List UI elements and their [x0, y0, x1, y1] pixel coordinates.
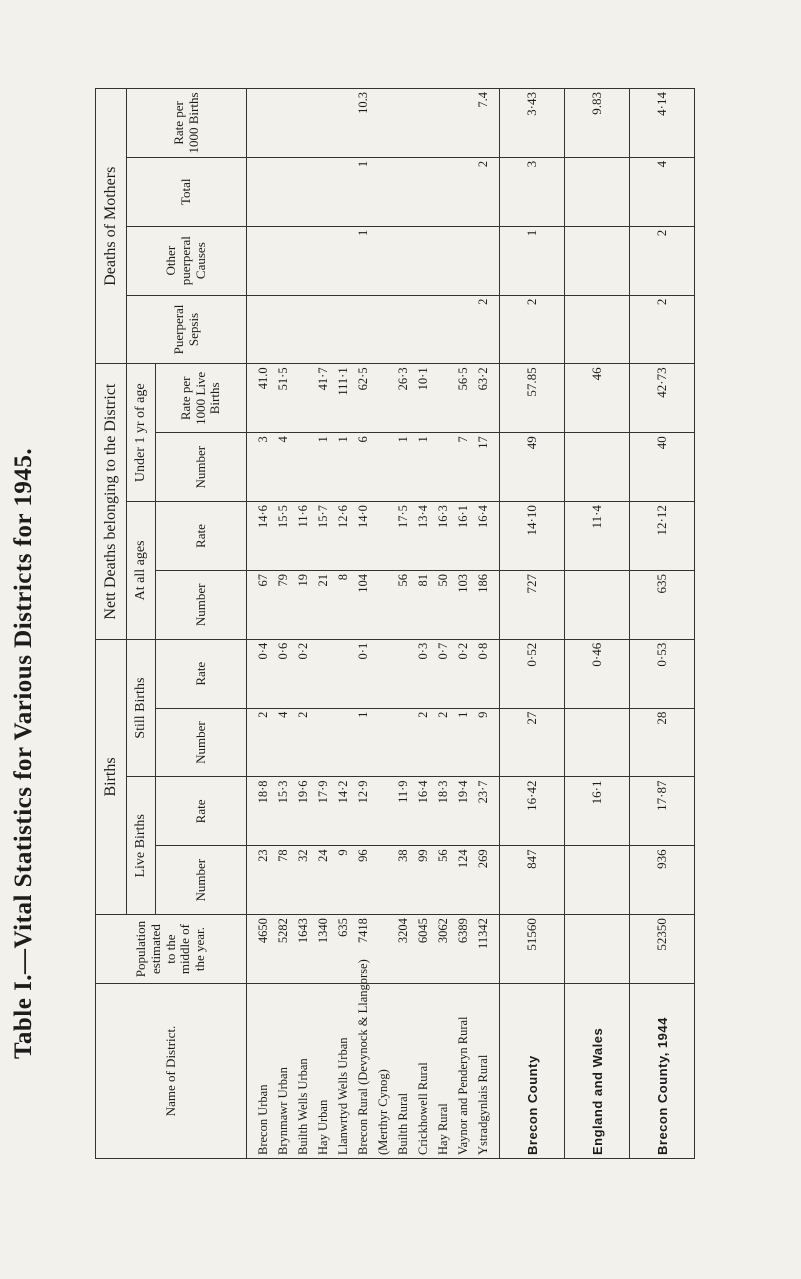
- cell-m-sepsis: [293, 295, 313, 364]
- cell-m-sepsis: 2: [473, 295, 500, 364]
- cell-sb-num: 9: [473, 708, 500, 777]
- cell-population: 4650: [247, 915, 274, 984]
- cell-m-sepsis: [373, 295, 393, 364]
- cell-name: Brecon County: [500, 984, 565, 1159]
- cell-m-total: [333, 157, 353, 226]
- cell-m-other: [433, 226, 453, 295]
- cell-d-num: 50: [433, 570, 453, 639]
- cell-sb-rate: 0·52: [500, 639, 565, 708]
- cell-m-total: [413, 157, 433, 226]
- total-row: [500, 20, 565, 1159]
- cell-m-rate: [313, 89, 333, 158]
- cell-m-other: [247, 226, 274, 295]
- cell-m-total: [273, 157, 293, 226]
- cell-sb-num: 1: [453, 708, 473, 777]
- col-still-births-rate: Rate: [156, 639, 247, 708]
- cell-m-sepsis: [273, 295, 293, 364]
- cell-u1-num: 3: [247, 433, 274, 502]
- cell-sb-rate: [333, 639, 353, 708]
- cell-lb-rate: 23·7: [473, 777, 500, 846]
- cell-d-num: 81: [413, 570, 433, 639]
- cell-m-sepsis: 2: [630, 295, 695, 364]
- cell-m-other: [413, 226, 433, 295]
- cell-sb-rate: [393, 639, 413, 708]
- cell-u1-rate: [433, 364, 453, 433]
- cell-m-sepsis: 2: [500, 295, 565, 364]
- cell-lb-num: 124: [453, 846, 473, 915]
- cell-u1-num: 4: [273, 433, 293, 502]
- cell-m-other: [333, 226, 353, 295]
- cell-population: 1340: [313, 915, 333, 984]
- cell-m-total: [453, 157, 473, 226]
- cell-u1-num: [565, 433, 630, 502]
- cell-sb-rate: 0·3: [413, 639, 433, 708]
- cell-name: Llanwrtyd Wells Urban: [333, 984, 353, 1159]
- cell-population: [565, 915, 630, 984]
- total-rows: [500, 20, 695, 1159]
- cell-d-rate: 12·6: [333, 502, 353, 571]
- cell-lb-rate: 14·2: [333, 777, 353, 846]
- cell-lb-num: 99: [413, 846, 433, 915]
- col-mothers-total: Total: [127, 157, 247, 226]
- cell-m-other: 2: [630, 226, 695, 295]
- cell-d-num: 67: [247, 570, 274, 639]
- cell-m-rate: [373, 89, 393, 158]
- cell-m-sepsis: [333, 295, 353, 364]
- subgroup-still-births: Still Births: [127, 639, 156, 777]
- cell-d-num: 19: [293, 570, 313, 639]
- cell-name: Vaynor and Penderyn Rural: [453, 984, 473, 1159]
- col-puerperal-sepsis: Puerperal Sepsis: [127, 295, 247, 364]
- cell-lb-rate: 17·9: [313, 777, 333, 846]
- cell-m-other: [293, 226, 313, 295]
- district-rows: [247, 20, 500, 1159]
- cell-d-num: 8: [333, 570, 353, 639]
- cell-m-total: 4: [630, 157, 695, 226]
- cell-sb-rate: 0·8: [473, 639, 500, 708]
- cell-m-rate: 7.4: [473, 89, 500, 158]
- cell-lb-rate: 19·6: [293, 777, 313, 846]
- cell-d-rate: 11·6: [293, 502, 313, 571]
- cell-d-num: 635: [630, 570, 695, 639]
- cell-u1-rate: 63·2: [473, 364, 500, 433]
- col-name-of-district: Name of District.: [96, 984, 247, 1159]
- cell-population: 6045: [413, 915, 433, 984]
- total-row: [565, 20, 630, 1159]
- cell-m-rate: 4·14: [630, 89, 695, 158]
- col-population: Population estimated to the middle of the year.: [96, 915, 247, 984]
- cell-u1-rate: [293, 364, 313, 433]
- cell-m-other: 1: [500, 226, 565, 295]
- cell-u1-rate: 56·5: [453, 364, 473, 433]
- cell-sb-num: [393, 708, 413, 777]
- cell-m-sepsis: [247, 295, 274, 364]
- col-deaths-number: Number: [156, 570, 247, 639]
- cell-m-rate: [433, 89, 453, 158]
- cell-u1-num: [293, 433, 313, 502]
- cell-u1-rate: 41.0: [247, 364, 274, 433]
- cell-sb-rate: 0·6: [273, 639, 293, 708]
- cell-u1-num: 7: [453, 433, 473, 502]
- cell-m-total: 1: [353, 157, 373, 226]
- cell-u1-num: 1: [313, 433, 333, 502]
- cell-sb-rate: 0·1: [353, 639, 373, 708]
- cell-u1-num: 1: [413, 433, 433, 502]
- cell-lb-rate: [373, 777, 393, 846]
- cell-m-total: [393, 157, 413, 226]
- district-row: [393, 20, 413, 1159]
- group-births: Births: [96, 639, 127, 914]
- cell-u1-rate: 41·7: [313, 364, 333, 433]
- cell-population: 6389: [453, 915, 473, 984]
- cell-lb-num: 56: [433, 846, 453, 915]
- district-row: [453, 20, 473, 1159]
- district-row: [313, 20, 333, 1159]
- cell-d-rate: 16·1: [453, 502, 473, 571]
- cell-population: 635: [333, 915, 353, 984]
- cell-d-rate: 14·6: [247, 502, 274, 571]
- cell-sb-num: [313, 708, 333, 777]
- district-row: [413, 20, 433, 1159]
- total-row: [630, 20, 695, 1159]
- cell-lb-num: 38: [393, 846, 413, 915]
- cell-u1-num: 17: [473, 433, 500, 502]
- cell-d-num: 79: [273, 570, 293, 639]
- group-deaths-of-mothers: Deaths of Mothers: [96, 89, 127, 364]
- cell-population: 5282: [273, 915, 293, 984]
- cell-u1-rate: [373, 364, 393, 433]
- cell-d-num: 186: [473, 570, 500, 639]
- cell-lb-num: 24: [313, 846, 333, 915]
- cell-sb-num: 28: [630, 708, 695, 777]
- cell-sb-num: 2: [293, 708, 313, 777]
- col-infant-deaths-number: Number: [156, 433, 247, 502]
- cell-m-rate: [247, 89, 274, 158]
- cell-d-rate: 14·0: [353, 502, 373, 571]
- cell-u1-rate: 10·1: [413, 364, 433, 433]
- cell-lb-rate: 11·9: [393, 777, 413, 846]
- cell-lb-rate: 16·42: [500, 777, 565, 846]
- cell-m-total: [313, 157, 333, 226]
- cell-d-num: 104: [353, 570, 373, 639]
- cell-m-other: [565, 226, 630, 295]
- cell-lb-num: 936: [630, 846, 695, 915]
- cell-m-sepsis: [453, 295, 473, 364]
- cell-population: 3204: [393, 915, 413, 984]
- cell-m-rate: [293, 89, 313, 158]
- cell-sb-rate: [313, 639, 333, 708]
- cell-d-rate: 16·3: [433, 502, 453, 571]
- cell-lb-rate: 15·3: [273, 777, 293, 846]
- cell-sb-num: 27: [500, 708, 565, 777]
- district-row: [353, 20, 373, 1159]
- cell-u1-num: 1: [333, 433, 353, 502]
- cell-population: 1643: [293, 915, 313, 984]
- cell-u1-rate: 111·1: [333, 364, 353, 433]
- district-row: [333, 20, 353, 1159]
- col-other-puerperal-causes: Other puerperal Causes: [127, 226, 247, 295]
- col-infant-deaths-rate: Rate per 1000 Live Births: [156, 364, 247, 433]
- cell-m-rate: [453, 89, 473, 158]
- cell-sb-num: 2: [247, 708, 274, 777]
- cell-d-rate: 15·7: [313, 502, 333, 571]
- cell-lb-num: 847: [500, 846, 565, 915]
- cell-d-rate: 11·4: [565, 502, 630, 571]
- cell-name: Hay Urban: [313, 984, 333, 1159]
- district-row: [373, 20, 393, 1159]
- cell-name: (Merthyr Cynog): [373, 984, 393, 1159]
- district-row: [293, 20, 313, 1159]
- cell-m-other: [373, 226, 393, 295]
- cell-lb-rate: 19·4: [453, 777, 473, 846]
- cell-m-rate: [413, 89, 433, 158]
- cell-population: 11342: [473, 915, 500, 984]
- cell-u1-rate: 42·73: [630, 364, 695, 433]
- cell-lb-rate: 18·8: [247, 777, 274, 846]
- cell-m-other: [313, 226, 333, 295]
- cell-name: Brynmawr Urban: [273, 984, 293, 1159]
- cell-population: 52350: [630, 915, 695, 984]
- col-deaths-rate: Rate: [156, 502, 247, 571]
- cell-m-sepsis: [313, 295, 333, 364]
- cell-u1-rate: 51·5: [273, 364, 293, 433]
- cell-u1-num: [373, 433, 393, 502]
- cell-m-sepsis: [393, 295, 413, 364]
- cell-d-rate: 15·5: [273, 502, 293, 571]
- cell-m-total: 3: [500, 157, 565, 226]
- cell-sb-rate: 0·7: [433, 639, 453, 708]
- cell-lb-num: 32: [293, 846, 313, 915]
- cell-d-rate: 12·12: [630, 502, 695, 571]
- cell-u1-rate: 62·5: [353, 364, 373, 433]
- cell-d-rate: 13·4: [413, 502, 433, 571]
- cell-lb-rate: 12·9: [353, 777, 373, 846]
- cell-sb-num: [333, 708, 353, 777]
- cell-m-rate: [273, 89, 293, 158]
- cell-population: 51560: [500, 915, 565, 984]
- cell-name: Hay Rural: [433, 984, 453, 1159]
- subgroup-under-1: Under 1 yr of age: [127, 364, 156, 502]
- col-live-births-rate: Rate: [156, 777, 247, 846]
- cell-u1-num: 6: [353, 433, 373, 502]
- cell-name: Brecon County, 1944: [630, 984, 695, 1159]
- cell-name: Builth Rural: [393, 984, 413, 1159]
- cell-sb-rate: [373, 639, 393, 708]
- cell-m-other: [393, 226, 413, 295]
- cell-sb-rate: 0·4: [247, 639, 274, 708]
- col-still-births-number: Number: [156, 708, 247, 777]
- cell-lb-num: [565, 846, 630, 915]
- cell-lb-num: 9: [333, 846, 353, 915]
- cell-d-num: 21: [313, 570, 333, 639]
- table-header: [96, 20, 247, 1159]
- cell-u1-rate: 57.85: [500, 364, 565, 433]
- cell-sb-rate: 0·2: [453, 639, 473, 708]
- cell-u1-num: [433, 433, 453, 502]
- cell-m-total: [247, 157, 274, 226]
- table-caption: Table I.—Vital Statistics for Various Districts for 1945.: [10, 447, 37, 1059]
- cell-sb-rate: 0·46: [565, 639, 630, 708]
- cell-name: Crickhowell Rural: [413, 984, 433, 1159]
- cell-population: [373, 915, 393, 984]
- cell-m-sepsis: [565, 295, 630, 364]
- cell-sb-num: 4: [273, 708, 293, 777]
- col-live-births-number: Number: [156, 846, 247, 915]
- district-row: [433, 20, 453, 1159]
- cell-lb-num: [373, 846, 393, 915]
- cell-lb-rate: 18·3: [433, 777, 453, 846]
- cell-d-num: 56: [393, 570, 413, 639]
- district-row: [473, 20, 500, 1159]
- cell-m-rate: [333, 89, 353, 158]
- subgroup-live-births: Live Births: [127, 777, 156, 915]
- cell-d-rate: [373, 502, 393, 571]
- cell-lb-rate: 17·87: [630, 777, 695, 846]
- cell-lb-num: 23: [247, 846, 274, 915]
- cell-lb-num: 96: [353, 846, 373, 915]
- cell-m-sepsis: [433, 295, 453, 364]
- district-row: [247, 20, 274, 1159]
- group-nett-deaths: Nett Deaths belonging to the District: [96, 364, 127, 639]
- cell-lb-num: 269: [473, 846, 500, 915]
- cell-name: England and Wales: [565, 984, 630, 1159]
- cell-m-sepsis: [353, 295, 373, 364]
- cell-m-rate: 9.83: [565, 89, 630, 158]
- cell-d-rate: 14·10: [500, 502, 565, 571]
- cell-name: Ystradgynlais Rural: [473, 984, 500, 1159]
- cell-m-rate: 10.3: [353, 89, 373, 158]
- cell-m-other: 1: [353, 226, 373, 295]
- cell-sb-num: 2: [433, 708, 453, 777]
- cell-m-total: [565, 157, 630, 226]
- cell-d-num: [373, 570, 393, 639]
- cell-name: Brecon Urban: [247, 984, 274, 1159]
- cell-lb-num: 78: [273, 846, 293, 915]
- cell-u1-num: 49: [500, 433, 565, 502]
- cell-lb-rate: 16·4: [413, 777, 433, 846]
- cell-population: 7418: [353, 915, 373, 984]
- cell-sb-num: 2: [413, 708, 433, 777]
- cell-d-num: 103: [453, 570, 473, 639]
- cell-m-total: [433, 157, 453, 226]
- cell-lb-rate: 16·1: [565, 777, 630, 846]
- col-mothers-rate: Rate per 1000 Births: [127, 89, 247, 158]
- cell-sb-num: [373, 708, 393, 777]
- cell-sb-rate: 0·2: [293, 639, 313, 708]
- cell-d-num: [565, 570, 630, 639]
- cell-m-rate: 3·43: [500, 89, 565, 158]
- cell-u1-rate: 26·3: [393, 364, 413, 433]
- cell-d-rate: 17·5: [393, 502, 413, 571]
- cell-m-other: [273, 226, 293, 295]
- cell-u1-num: 40: [630, 433, 695, 502]
- cell-m-sepsis: [413, 295, 433, 364]
- cell-d-num: 727: [500, 570, 565, 639]
- cell-m-rate: [393, 89, 413, 158]
- cell-sb-rate: 0·53: [630, 639, 695, 708]
- cell-u1-rate: 46: [565, 364, 630, 433]
- cell-sb-num: [565, 708, 630, 777]
- cell-m-total: 2: [473, 157, 500, 226]
- subgroup-at-all-ages: At all ages: [127, 502, 156, 640]
- cell-m-other: [473, 226, 500, 295]
- district-row: [273, 20, 293, 1159]
- cell-name: Builth Wells Urban: [293, 984, 313, 1159]
- cell-name: Brecon Rural (Devynock & Llangorse): [353, 984, 373, 1159]
- cell-sb-num: 1: [353, 708, 373, 777]
- cell-m-total: [373, 157, 393, 226]
- cell-m-other: [453, 226, 473, 295]
- cell-m-total: [293, 157, 313, 226]
- vital-statistics-table: [95, 19, 695, 1159]
- cell-u1-num: 1: [393, 433, 413, 502]
- cell-d-rate: 16·4: [473, 502, 500, 571]
- cell-population: 3062: [433, 915, 453, 984]
